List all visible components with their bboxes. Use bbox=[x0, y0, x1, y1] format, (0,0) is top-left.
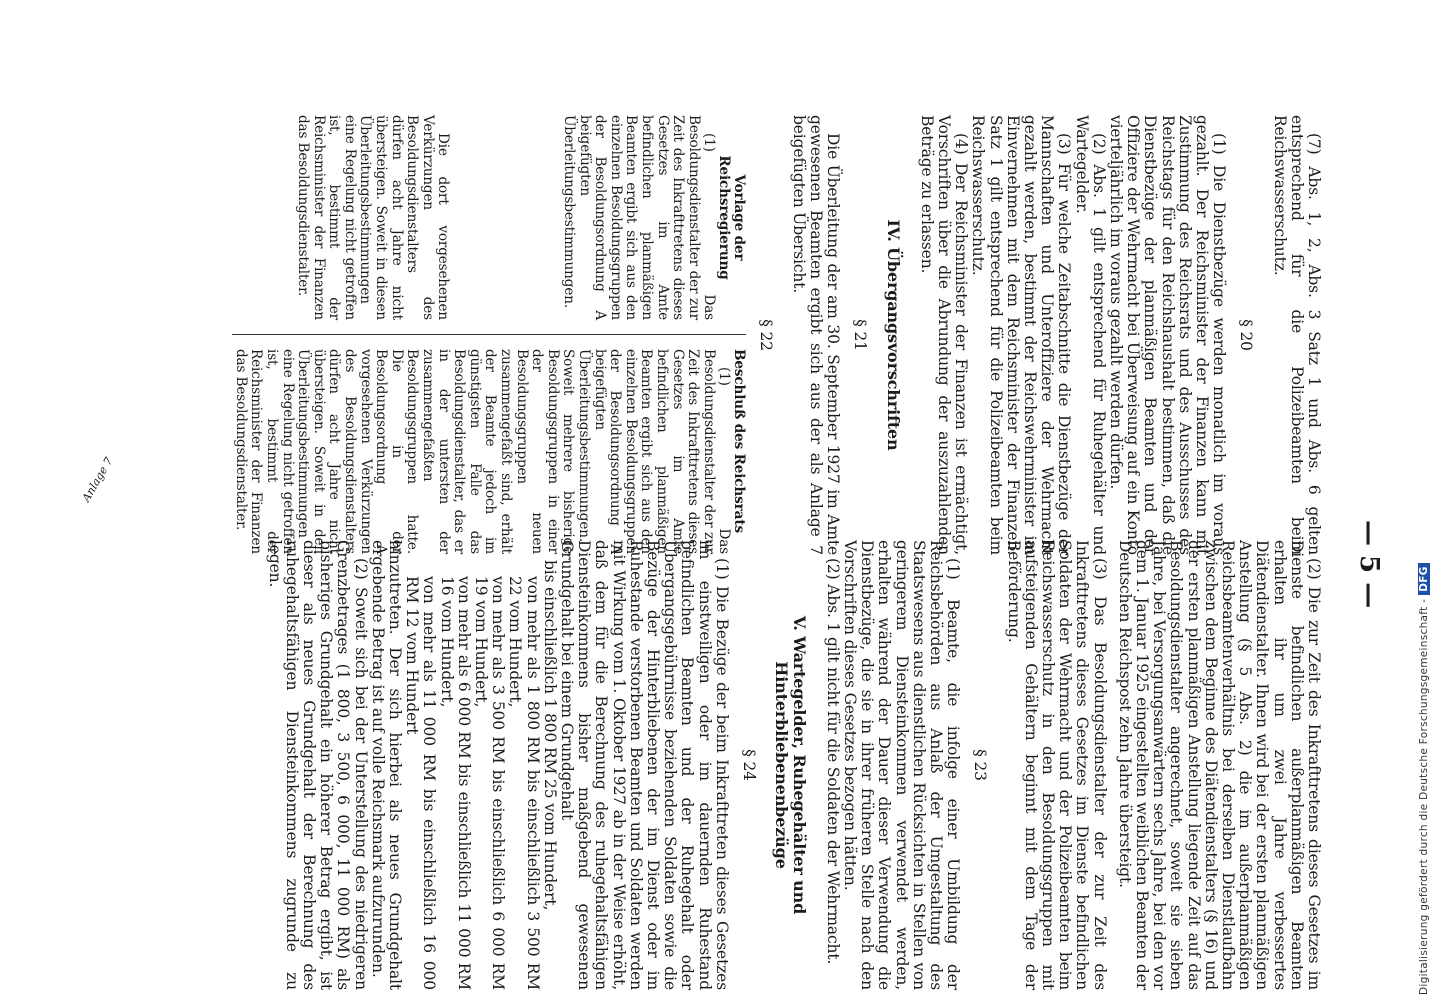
paragraph: (2) Abs. 1 gilt nicht für die Soldaten der Wehrmacht. bbox=[823, 558, 842, 965]
chapter-v-heading: V. Wartegelder, Ruhegehälter und Hinterbliebenenbezüge bbox=[772, 615, 809, 915]
rate-line: von mehr als 6 000 RM bis einschließlich 11 000 RM 16 vom Hundert, bbox=[437, 576, 473, 990]
column-divider bbox=[232, 334, 746, 335]
paragraph: (4) Der Reichsminister der Finanzen ist ermächtigt, Vorschriften über die Abrundung der auszuzahlenden Beträge zu erlassen. bbox=[917, 115, 971, 555]
anlage-margin-note: Anlage 7 bbox=[79, 455, 116, 505]
vorlage-column bbox=[232, 115, 746, 320]
vorlage-text: (1) Das Besoldungsdienstalter der zur Zeit des Inkrafttretens dieses Gesetzes im Amte befindlichen planmäßigen Beamten ergibt sich aus den einzelnen Besoldungsgruppen der Besoldungsordnung A beigefügten Überleitungsbestimmungen. bbox=[560, 115, 718, 320]
digitization-credit bbox=[1418, 563, 1430, 995]
section-24-heading: § 24 bbox=[740, 749, 759, 781]
section-20-heading: § 20 bbox=[1237, 319, 1256, 351]
paragraph: (1) Beamte, die infolge einer Umbildung der Reichsbehörden aus Anlaß der Umgestaltung des Staatswesens aus dienstlichen Rücksichten in Stellen von geringerem Diensteinkommen verwendet werden, erhalten während der Dauer dieser Verwendung die Dienstbezüge, die sie in ihrer früheren Stelle nach den Vorschriften dieses Gesetzes bezogen hätten. bbox=[840, 540, 963, 990]
rate-line: bis einschließlich 1 800 RM 25 vom Hundert, bbox=[540, 560, 559, 911]
section-23-heading: § 23 bbox=[971, 749, 990, 781]
beschluss-text: (1) Das Besoldungsdienstalter der zur Zeit des Inkrafttretens dieses Gesetzes im Amte befindlichen planmäßigen Beamten ergibt sich aus den einzelnen Besoldungsgruppen der Besoldungsordnung A beigefügten Überleitungsbestimmungen. Soweit mehrere bisherige Besoldungsgruppen in einer der neuen Besoldungsgruppen zusammengefaßt sind, erhält der Beamte jedoch im günstigsten Falle das Besoldungsdienstalter, das er in der untersten der zusammengefaßten Besoldungsgruppen hatte. Die in der Besoldungsordnung A vorgesehenen Verkürzungen des Besoldungsdienstalters dürfen acht Jahre nicht übersteigen. Soweit in den Überleitungsbestimmungen eine Regelung nicht getroffen ist, bestimmt der Reichsminister der Finanzen das Besoldungsdienstalter. bbox=[232, 349, 733, 554]
column-right bbox=[265, 540, 1322, 990]
rate-line: von mehr als 11 000 RM bis einschließlich 16 000 RM 12 vom Hundert bbox=[403, 576, 439, 990]
paragraph: (2) Die zur Zeit des Inkrafttretens dieses Gesetzes im Dienste befindlichen außerplanmäßigen Beamten erhalten ihr um zwei Jahre verbessertes Diätendienstalter. Ihnen wird bei der ersten planmäßigen Anstellung (§ 5 Abs. 2) die im außerplanmäßigen Reichsbeamtenverhältnis bei derselben Dienstlaufbahn zwischen dem Beginne des Diätendienstalters (§ 16) und der ersten planmäßigen Anstellung liegende Zeit auf das Besoldungsdienstalter angerechnet, soweit sie sieben Jahre, bei Versorgungsanwärtern sechs Jahre, bei den vor dem 1. Januar 1925 eingestellten weiblichen Beamten der Deutschen Reichspost zehn Jahre übersteigt. bbox=[1115, 540, 1323, 990]
beschluss-column bbox=[232, 349, 746, 554]
dfg-logo: DFG bbox=[1418, 563, 1430, 594]
paragraph: (1) Die Bezüge der beim Inkrafttreten dieses Gesetzes im einstweiligen oder im dauernden Ruhestand befindlichen Beamten und der Ruhegehalt oder Übergangsgebührnisse beziehenden Soldaten sowie die Bezüge der Hinterbliebenen der im Dienst oder im Ruhestande verstorbenen Beamten und Soldaten werden mit Wirkung vom 1. Oktober 1927 ab in der Weise erhöht, daß dem für die Berechnung des ruhegehaltsfähigen Diensteinkommens bisher maßgebend gewesenen Grundgehalt bei einem Grundgehalt bbox=[558, 540, 731, 990]
paragraph: hinzutreten. Der sich hierbei als neues Grundgehalt ergebende Betrag ist auf volle Reichsmark aufzurunden. bbox=[368, 540, 405, 990]
paragraph: (2) Soweit sich bei der Unterstellung des niedrigeren Grenzbetrages (1 800, 3 500, 6 000, 11 000 RM) als bisheriges Grundgehalt ein höherer Betrag ergibt, ist dieser als neues Grundgehalt der Berechnung des ruhegehaltsfähigen Diensteinkommens zugrunde zu legen. bbox=[265, 540, 370, 990]
rate-line: von mehr als 1 800 RM bis einschließlich 3 500 RM 22 vom Hundert, bbox=[506, 576, 542, 990]
paragraph: (3) Das Besoldungsdienstalter der zur Zeit des Inkrafttretens dieses Gesetzes im Dienste befindlichen Soldaten der Wehrmacht und der Polizeibeamten beim Reichswasserschutz in den Besoldungsgruppen mit aufsteigenden Gehältern beginnt mit dem Tage der Beförderung. bbox=[1004, 540, 1109, 990]
paragraph: (3) Für welche Zeitabschnitte die Dienstbezüge der Mannschaften und Unteroffiziere der Wehrmacht gezahlt werden, bestimmt der Reichswehrminister im Einvernehmen mit dem Reichsminister der Finanzen. Satz 1 gilt entsprechend für die Polizeibeamten beim Reichswasserschutz. bbox=[969, 115, 1074, 555]
chapter-iv-heading: IV. Übergangsvorschriften bbox=[883, 219, 903, 451]
page-number: — 5 — bbox=[1354, 520, 1384, 609]
paragraph-7: (7) Abs. 1, 2, Abs. 3 Satz 1 und Abs. 6 gelten entsprechend für die Polizeibeamten beim Reichswasserschutz. bbox=[1270, 115, 1323, 555]
vorlage-label: Vorlage der Reichsregierung bbox=[716, 155, 748, 280]
rate-line: von mehr als 3 500 RM bis einschließlich 6 000 RM 19 vom Hundert, bbox=[472, 576, 508, 990]
credit-text: Digitalisierung gefördert durch die Deutsche Forschungsgemeinschaft - bbox=[1418, 598, 1430, 995]
comparison-columns bbox=[232, 115, 746, 555]
column-left bbox=[232, 115, 1322, 555]
beschluss-label: Beschluß des Reichsrats bbox=[731, 349, 748, 533]
paragraph: (2) Abs. 1 gilt entsprechend für Ruhegehälter und Wartegelder. bbox=[1072, 115, 1108, 555]
paragraph: (1) Die Dienstbezüge werden monatlich im voraus gezahlt. Der Reichsminister der Finanzen kann mit Zustimmung des Reichsrats und des Ausschusses des Reichstags für den Reichshaushalt bestimmen, daß die Dienstbezüge der planmäßigen Beamten und der Offiziere der Wehrmacht bei Überweisung auf ein Konto vierteljährlich im voraus gezahlt werden dürfen. bbox=[1106, 115, 1229, 555]
section-21-heading: § 21 bbox=[851, 319, 870, 351]
paragraph: Die Überleitung der am 30. September 1927 im Amte gewesenen Beamten ergibt sich aus der als Anlage 7 beigefügten Übersicht. bbox=[789, 115, 843, 555]
section-22-heading: § 22 bbox=[756, 319, 775, 351]
vorlage-text-2: Die dort vorgesehenen Verkürzungen des Besoldungsdienstalters dürfen acht Jahre nicht übersteigen. Soweit in diesen Überleitungsbestimmungen eine Regelung nicht getroffen ist, bestimmt der Reichsminister der Finanzen das Besoldungsdienstalter. bbox=[295, 115, 452, 320]
